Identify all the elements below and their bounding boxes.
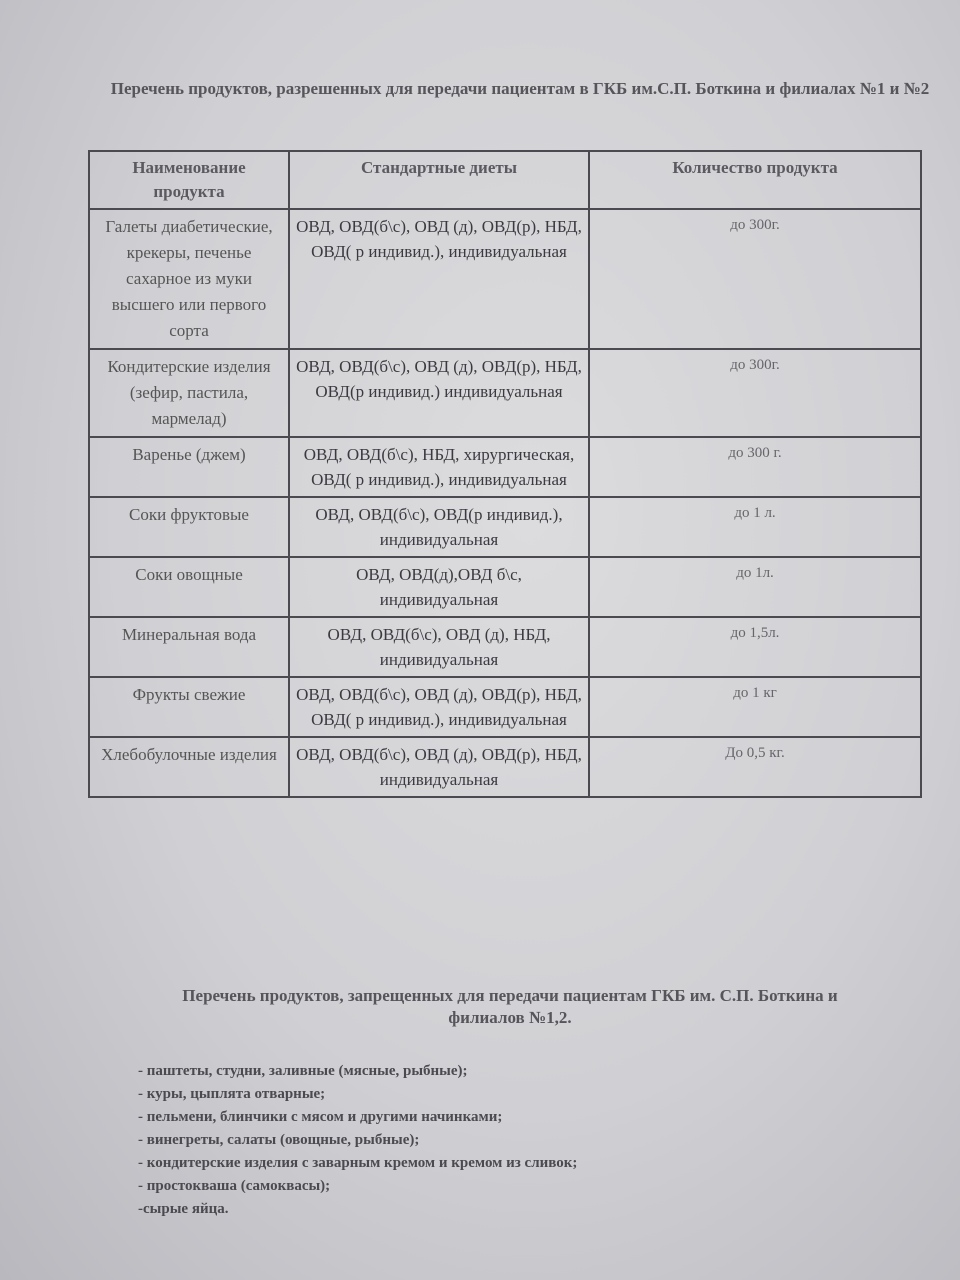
- product-quantity: до 300г.: [589, 349, 921, 437]
- list-item: - кондитерские изделия с заварным кремом и кремом из сливок;: [138, 1155, 578, 1171]
- product-name: Соки фруктовые: [89, 497, 289, 557]
- product-quantity: до 1,5л.: [589, 617, 921, 677]
- product-diets: ОВД, ОВД(б\с), ОВД (д), ОВД(р), НБД, ОВД( р индивид.), индивидуальная: [289, 209, 589, 349]
- product-name: Варенье (джем): [89, 437, 289, 497]
- table-row: [89, 437, 921, 497]
- list-item: - винегреты, салаты (овощные, рыбные);: [138, 1132, 420, 1148]
- table-header-row: [89, 151, 921, 209]
- product-name: Минеральная вода: [89, 617, 289, 677]
- table-row: [89, 557, 921, 617]
- list-item: -сырые яйца.: [138, 1201, 229, 1217]
- product-quantity: До 0,5 кг.: [589, 737, 921, 797]
- product-name: Фрукты свежие: [89, 677, 289, 737]
- product-name: Хлебобулочные изделия: [89, 737, 289, 797]
- list-item: - пельмени, блинчики с мясом и другими начинками;: [138, 1109, 503, 1125]
- list-item: - куры, цыплята отварные;: [138, 1086, 326, 1102]
- product-quantity: до 1 кг: [589, 677, 921, 737]
- product-diets: ОВД, ОВД(б\с), ОВД (д), НБД, индивидуальная: [289, 617, 589, 677]
- table-row: [89, 677, 921, 737]
- product-quantity: до 300 г.: [589, 437, 921, 497]
- product-quantity: до 1л.: [589, 557, 921, 617]
- list-item: - паштеты, студни, заливные (мясные, рыбные);: [138, 1063, 468, 1079]
- list-item: - простокваша (самоквасы);: [138, 1178, 331, 1194]
- table-row: [89, 209, 921, 349]
- product-quantity: до 1 л.: [589, 497, 921, 557]
- table-row: [89, 617, 921, 677]
- table-row: [89, 349, 921, 437]
- product-diets: ОВД, ОВД(б\с), ОВД (д), ОВД(р), НБД, индивидуальная: [289, 737, 589, 797]
- forbidden-products-list: [138, 1060, 577, 1221]
- product-name: Галеты диабетические, крекеры, печенье сахарное из муки высшего или первого сорта: [89, 209, 289, 349]
- table-row: [89, 737, 921, 797]
- product-diets: ОВД, ОВД(б\с), НБД, хирургическая, ОВД( р индивид.), индивидуальная: [289, 437, 589, 497]
- product-diets: ОВД, ОВД(б\с), ОВД(р индивид.), индивидуальная: [289, 497, 589, 557]
- header-product-quantity: Количество продукта: [589, 151, 921, 209]
- product-quantity: до 300г.: [589, 209, 921, 349]
- table-row: [89, 497, 921, 557]
- header-standard-diets: Стандартные диеты: [289, 151, 589, 209]
- product-diets: ОВД, ОВД(б\с), ОВД (д), ОВД(р), НБД, ОВД( р индивид.), индивидуальная: [289, 677, 589, 737]
- allowed-products-title: Перечень продуктов, разрешенных для передачи пациентам в ГКБ им.С.П. Боткина и филиалах №1 и №2: [110, 79, 930, 98]
- product-name: Кондитерские изделия (зефир, пастила, мармелад): [89, 349, 289, 437]
- forbidden-products-title: Перечень продуктов, запрещенных для передачи пациентам ГКБ им. С.П. Боткина и филиалов №1,2.: [182, 986, 838, 1027]
- product-name: Соки овощные: [89, 557, 289, 617]
- product-diets: ОВД, ОВД(б\с), ОВД (д), ОВД(р), НБД, ОВД(р индивид.) индивидуальная: [289, 349, 589, 437]
- allowed-products-table: [88, 150, 922, 798]
- product-diets: ОВД, ОВД(д),ОВД б\с, индивидуальная: [289, 557, 589, 617]
- header-product-name: Наименование продукта: [89, 151, 289, 209]
